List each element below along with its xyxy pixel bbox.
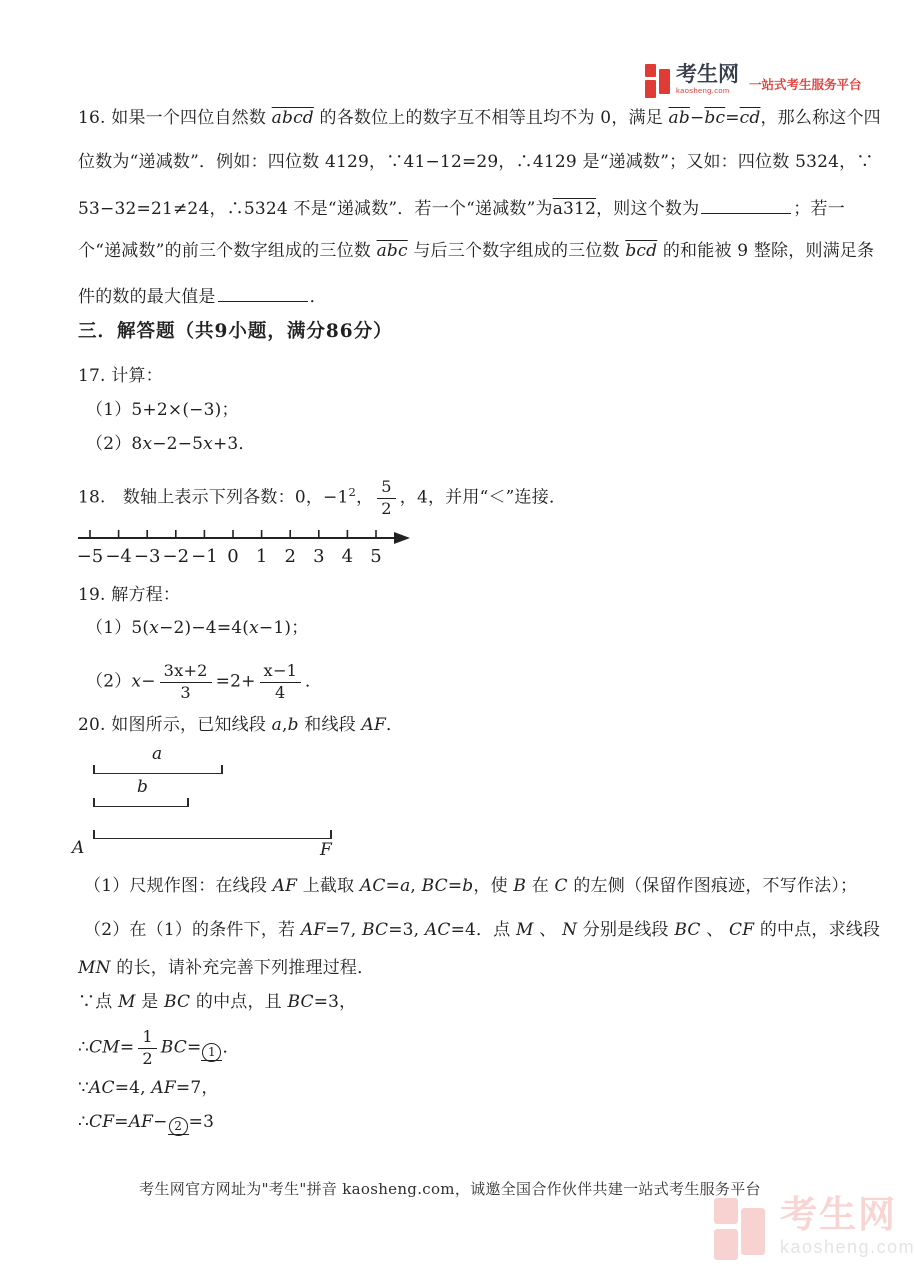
- svg-text:4: 4: [341, 546, 354, 567]
- logo-tagline-text: 一站式考生服务平台: [749, 78, 862, 92]
- kaosheng-logo-icon: [645, 64, 671, 98]
- proof-line-3: ∵AC=4, AF=7，: [78, 1078, 219, 1098]
- segment-a: [93, 765, 223, 774]
- q16-line-2: 位数为“递减数”．例如：四位数 4129，∵41−12=29，∴4129 是“递减数”；又如：四位数 5324，∵: [78, 152, 874, 172]
- endpoint-a-label: A: [72, 838, 85, 858]
- q16-line-1: 16. 如果一个四位自然数 abcd 的各数位上的数字互不相等且均不为 0，满足 $\overline{ab}-\overline{bc}=\overline{cd}$，那么称这个四: [78, 108, 881, 128]
- q20-item-1: （1）尺规作图：在线段 AF 上截取 AC=a, BC=b，使 B 在 C 的左侧（保留作图痕迹，不写作法）；: [84, 876, 858, 896]
- svg-text:3: 3: [313, 546, 325, 567]
- q17-item-1: （1）5+2×(−3)；: [86, 400, 239, 420]
- watermark: [710, 1196, 915, 1262]
- q20-head: 20. 如图所示，已知线段 a,b 和线段 AF．: [78, 715, 404, 735]
- q18-head: 18. 数轴上表示下列各数：0，$-1^2$， $\frac{5}{2}$ ，4，并用“＜”连接．: [78, 477, 567, 518]
- footer-text: 考生网官方网址为"考生"拼音 kaosheng.com，诚邀全国合作伙伴共建一站式考生服务平台: [139, 1180, 761, 1198]
- segment-b-label: b: [137, 777, 148, 797]
- q20-item-2-continued: MN 的长，请补充完善下列推理过程．: [78, 958, 375, 978]
- proof-line-2: ∴CM= $\frac{1}{2}$ BC= 1 ．: [78, 1027, 240, 1068]
- q19-head: 19. 解方程：: [78, 585, 181, 605]
- segment-a-label: a: [152, 744, 163, 764]
- proof-line-4: ∴CF=AF− 2 =3: [78, 1112, 214, 1136]
- q19-item-1: （1）5(x−2)−4=4(x−1)；: [86, 618, 309, 638]
- svg-text:0: 0: [227, 546, 239, 567]
- svg-text:−3: −3: [133, 546, 161, 567]
- svg-text:−1: −1: [191, 546, 218, 567]
- q16-line-5: 件的数的最大值是 ．: [78, 284, 327, 308]
- svg-text:5: 5: [370, 546, 382, 567]
- watermark-text-column: [780, 1196, 915, 1258]
- q17-head: 17. 计算：: [78, 366, 163, 386]
- header-logo: [645, 64, 862, 98]
- endpoint-f-label: F: [320, 840, 332, 860]
- svg-text:−4: −4: [105, 546, 132, 567]
- q16-line-4: 个“递减数”的前三个数字组成的三位数 $\overline{abc}$ 与后三个数字组成的三位数 $\overline{bcd}$ 的和能被 9 整除，则满足条: [78, 241, 875, 261]
- watermark-domain-text: kaosheng.com: [780, 1236, 915, 1257]
- segment-b: [93, 798, 189, 807]
- svg-text:−2: −2: [162, 546, 190, 567]
- svg-text:2: 2: [284, 546, 296, 567]
- q16-line-3: 53−32=21≠24，∴5324 不是“递减数”．若一个“递减数”为a312，则这个数为 ；若一: [78, 196, 845, 220]
- svg-text:−5: −5: [76, 546, 104, 567]
- proof-line-1: ∵点 M 是 BC 的中点，且 BC=3，: [78, 992, 357, 1012]
- q19-item-2: （2）x− $\frac{3x+2}{3}$ =2+ $\frac{x-1}{4}$ ．: [86, 661, 323, 702]
- logo-text-column: [676, 64, 739, 95]
- section-heading: 三．解答题（共9小题，满分86分）: [78, 321, 393, 342]
- watermark-logo-icon: [710, 1196, 772, 1262]
- logo-domain-text: kaosheng.com: [676, 86, 730, 95]
- segment-af: [93, 830, 332, 839]
- svg-text:1: 1: [255, 546, 268, 567]
- logo-brand-text: 考生网: [676, 63, 739, 86]
- q20-item-2: （2）在（1）的条件下，若 AF=7, BC=3, AC=4．点 M 、 N 分别是线段 BC 、 CF 的中点，求线段: [84, 920, 881, 940]
- watermark-brand-text: 考生网: [780, 1194, 897, 1235]
- q17-item-2: （2）8x−2−5x+3．: [86, 434, 256, 454]
- number-line: [76, 522, 412, 572]
